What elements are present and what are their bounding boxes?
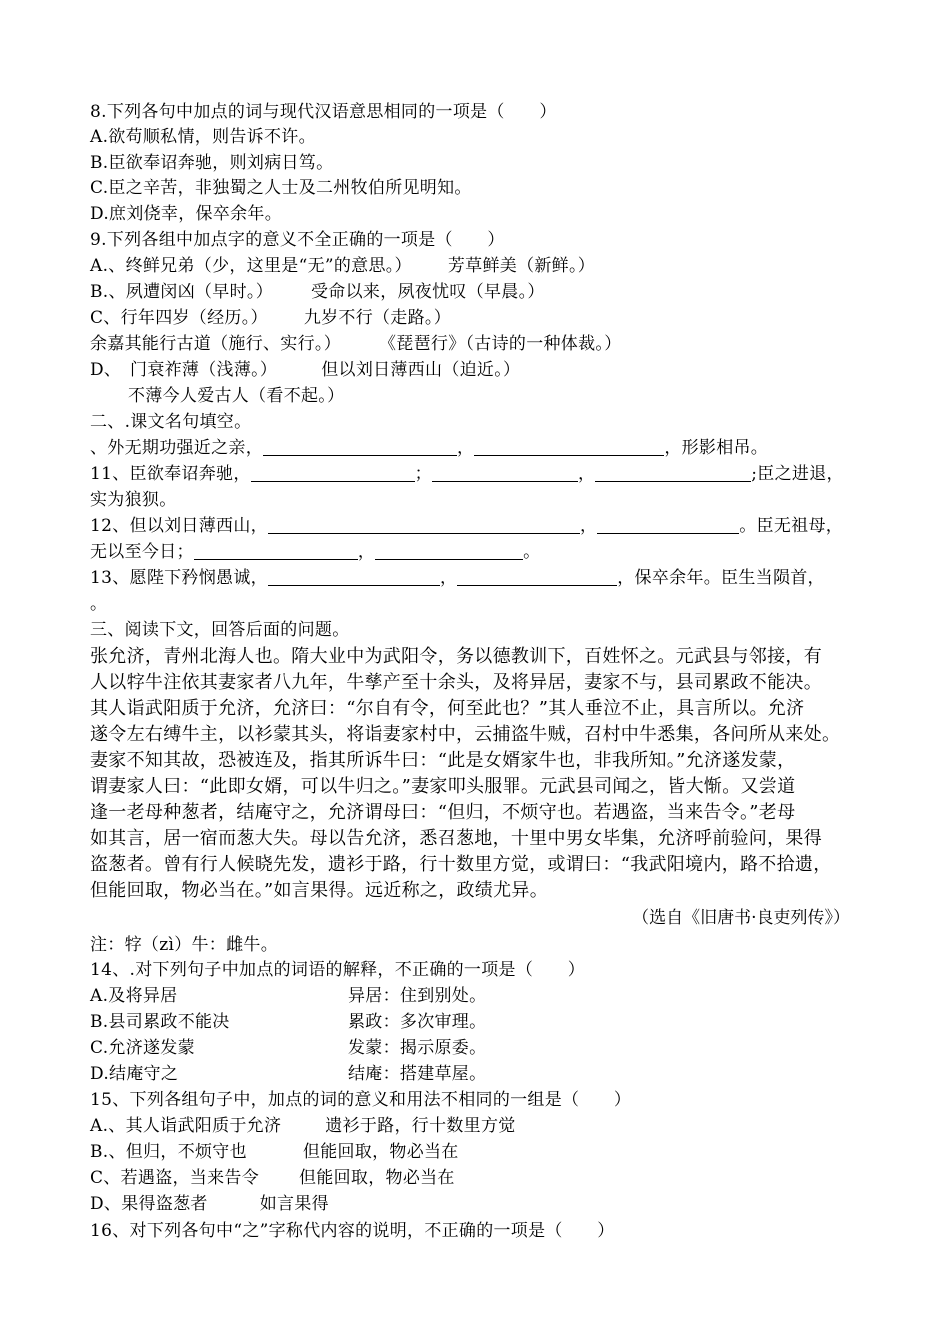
passage-line: 谓妻家人曰：“此即女婿，可以牛归之。”妻家叩头服罪。元武县司闻之，皆大惭。又尝道 bbox=[90, 776, 796, 797]
passage-line: 其人诣武阳质于允济，允济曰：“尔自有令，何至此也？”其人垂泣不止，具言所以。允济 bbox=[90, 698, 805, 719]
q13-blank-1[interactable] bbox=[268, 567, 440, 586]
q9-c-item1: C、行年四岁（经历。） bbox=[90, 308, 268, 328]
q14-d-sentence: D.结庵守之 bbox=[90, 1064, 179, 1084]
q12-line-cont bbox=[90, 541, 540, 563]
q14-c-sentence: C.允济遂发蒙 bbox=[90, 1038, 195, 1058]
q9-option-d bbox=[90, 359, 520, 381]
q9-b-item1: B.、夙遭闵凶（早时。） bbox=[90, 282, 273, 302]
q15-option-a bbox=[90, 1115, 516, 1137]
q9-d-item2: 但以刘日薄西山（迫近。） bbox=[321, 360, 521, 380]
q14-row-d bbox=[90, 1063, 486, 1085]
q11-line bbox=[90, 463, 844, 485]
q12-text-d: 无以至今日； bbox=[90, 542, 194, 562]
q9-c-item3: 余嘉其能行古道（施行、实行。） bbox=[90, 334, 341, 354]
q15-d-item2: 如言果得 bbox=[259, 1194, 329, 1214]
q12-blank-4[interactable] bbox=[375, 541, 523, 560]
q14-stem: 14、.对下列句子中加点的词语的解释，不正确的一项是（ ） bbox=[90, 960, 586, 980]
passage-line: 人以牸牛注依其妻家者八九年，牛孳产至十余头，及将异居，妻家不与，县司累政不能决。 bbox=[90, 672, 822, 693]
q8-option-c: C.臣之辛苦，非独蜀之人士及二州牧伯所见明知。 bbox=[90, 178, 472, 198]
passage-line: 如其言，居一宿而葱大失。母以告允济，悉召葱地，十里中男女毕集，允济呼前验问，果得 bbox=[90, 828, 822, 849]
q14-c-explanation: 发蒙：揭示原委。 bbox=[348, 1038, 487, 1058]
q15-stem: 15、下列各组句子中，加点的词的意义和用法不相同的一组是（ ） bbox=[90, 1090, 632, 1110]
q15-a-item2: 遗衫于路，行十数里方觉 bbox=[325, 1116, 516, 1136]
section3-title: 三、阅读下文，回答后面的问题。 bbox=[90, 620, 350, 640]
q15-b-item2: 但能回取，物必当在 bbox=[302, 1142, 459, 1162]
q12-blank-1[interactable] bbox=[268, 515, 580, 534]
q12-text-c: 。臣无祖母， bbox=[739, 516, 844, 536]
passage-line: 张允济，青州北海人也。隋大业中为武阳令，务以德教训下，百姓怀之。元武县与邻接，有 bbox=[90, 646, 822, 667]
q10-blank-2[interactable] bbox=[474, 437, 664, 456]
q11-blank-3[interactable] bbox=[595, 463, 751, 482]
q9-c-item4: 《琵琶行》（古诗的一种体裁。） bbox=[379, 334, 622, 354]
q13-blank-2[interactable] bbox=[457, 567, 617, 586]
q9-option-a bbox=[90, 255, 595, 277]
q9-c-item2: 九岁不行（走路。） bbox=[303, 308, 452, 328]
q10-text-b: ， bbox=[457, 438, 475, 458]
q9-stem: 9.下列各组中加点字的意义不全正确的一项是（ ） bbox=[90, 230, 505, 250]
q14-b-sentence: B.县司累政不能决 bbox=[90, 1012, 230, 1032]
q15-b-item1: B.、但归，不烦守也 bbox=[90, 1142, 247, 1162]
q11-text-c: ， bbox=[577, 464, 596, 484]
q12-line bbox=[90, 515, 843, 537]
q14-a-explanation: 异居：住到别处。 bbox=[348, 986, 487, 1006]
q13-text-c: ，保卒余年。臣生当陨首， bbox=[617, 568, 825, 588]
q9-a-item1: A.、终鲜兄弟（少，这里是“无”的意思。） bbox=[90, 256, 412, 276]
q15-d-item1: D、果得盗葱者 bbox=[90, 1194, 208, 1214]
passage-line: 逢一老母种葱者，结庵守之，允济谓母曰：“但归，不烦守也。若遇盗，当来告令。”老母 bbox=[90, 802, 796, 823]
q12-blank-3[interactable] bbox=[194, 541, 358, 560]
q16-stem: 16、对下列各句中“之”字称代内容的说明，不正确的一项是（ ） bbox=[90, 1221, 615, 1241]
q8-stem: 8.下列各句中加点的词与现代汉语意思相同的一项是（ ） bbox=[90, 102, 557, 122]
q12-text-f: 。 bbox=[523, 542, 541, 562]
q10-line bbox=[90, 437, 768, 459]
q13-text-a: 13、愿陛下矜悯愚诚， bbox=[90, 568, 268, 588]
q15-a-item1: A.、其人诣武阳质于允济 bbox=[90, 1116, 282, 1136]
q15-c-item2: 但能回取，物必当在 bbox=[299, 1168, 455, 1188]
passage-note: 注：牸（zì）牛：雌牛。 bbox=[90, 935, 278, 955]
q13-text-b: ， bbox=[439, 568, 458, 588]
q14-d-explanation: 结庵：搭建草屋。 bbox=[348, 1064, 487, 1084]
q8-option-d: D.庶刘侥幸，保卒余年。 bbox=[90, 204, 283, 224]
q10-text-a: 、外无期功强近之亲， bbox=[90, 438, 263, 458]
q9-b-item2: 受命以来，夙夜忧叹（早晨。） bbox=[311, 282, 545, 302]
q13-line-cont: 。 bbox=[90, 594, 108, 614]
q12-text-e: ， bbox=[357, 542, 376, 562]
q12-text-a: 12、但以刘日薄西山， bbox=[90, 516, 268, 536]
section2-title: 二、.课文名句填空。 bbox=[90, 412, 252, 432]
q9-option-c-cont bbox=[90, 333, 622, 355]
q9-option-b bbox=[90, 281, 545, 303]
q13-line bbox=[90, 567, 825, 589]
q11-text-d: ;臣之进退， bbox=[751, 464, 844, 484]
q15-option-b bbox=[90, 1141, 459, 1163]
q12-blank-2[interactable] bbox=[597, 515, 739, 534]
q9-option-c bbox=[90, 307, 451, 329]
q11-text-b: ； bbox=[414, 464, 432, 484]
q8-option-b: B.臣欲奉诏奔驰，则刘病日笃。 bbox=[90, 153, 334, 173]
passage-line: 但能回取，物必当在。”如言果得。远近称之，政绩尤异。 bbox=[90, 880, 548, 901]
q9-a-item2: 芳草鲜美（新鲜。） bbox=[447, 256, 596, 276]
passage-line: 盗葱者。曾有行人候晓先发，遗衫于路，行十数里方觉，或谓曰：“我武阳境内，路不拾遗， bbox=[90, 854, 832, 875]
q8-option-a: A.欲苟顺私情，则告诉不许。 bbox=[90, 127, 316, 147]
q12-text-b: ， bbox=[579, 516, 598, 536]
q11-blank-2[interactable] bbox=[432, 463, 578, 482]
q11-text-a: 11、臣欲奉诏奔驰， bbox=[90, 464, 251, 484]
q14-row-c bbox=[90, 1037, 486, 1059]
q15-option-d bbox=[90, 1193, 329, 1215]
q10-text-c: ，形影相吊。 bbox=[664, 438, 769, 458]
q14-a-sentence: A.及将异居 bbox=[90, 986, 178, 1006]
q14-row-b bbox=[90, 1011, 486, 1033]
q9-d-item1: D、 门衰祚薄（浅薄。） bbox=[90, 360, 278, 380]
q15-option-c bbox=[90, 1167, 455, 1189]
q11-blank-1[interactable] bbox=[251, 463, 415, 482]
q11-line-cont: 实为狼狈。 bbox=[90, 490, 177, 510]
passage-line: 妻家不知其故，恐被连及，指其所诉牛曰：“此是女婿家牛也，非我所知。”允济遂发蒙， bbox=[90, 750, 796, 771]
q14-b-explanation: 累政：多次审理。 bbox=[348, 1012, 487, 1032]
passage-line: 遂令左右缚牛主，以衫蒙其头，将诣妻家村中，云捕盗牛贼，召村中牛悉集，各问所从来处。 bbox=[90, 724, 841, 745]
q15-c-item1: C、若遇盗，当来告令 bbox=[90, 1168, 260, 1188]
q9-option-d-cont: 不薄今人爱古人（看不起。） bbox=[128, 386, 345, 406]
q10-blank-1[interactable] bbox=[263, 437, 457, 456]
passage-source: （选自《旧唐书·良吏列传》） bbox=[632, 908, 850, 928]
q14-row-a bbox=[90, 985, 486, 1007]
